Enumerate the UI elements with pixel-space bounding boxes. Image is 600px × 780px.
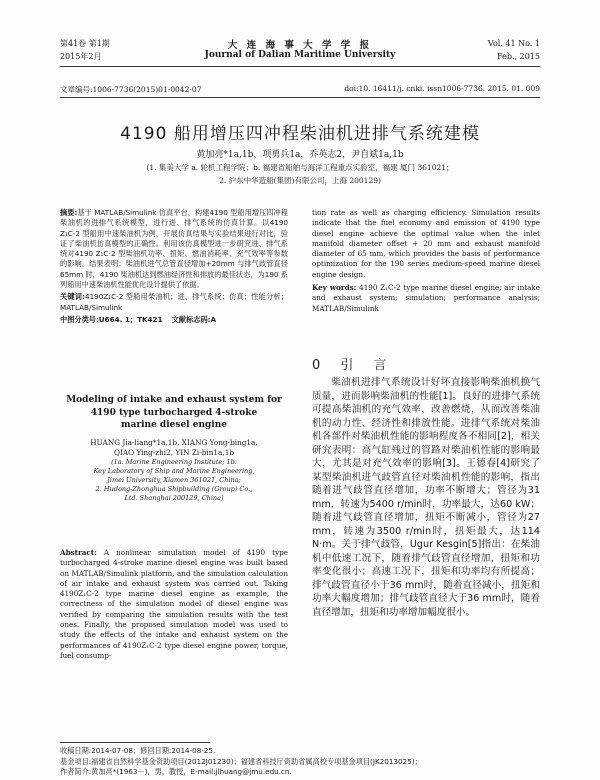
article-number: 文章编号:1006-7736(2015)01-0042-07 xyxy=(60,85,202,94)
received-date: 收稿日期:2014-07-08；修回日期:2014-08-25. xyxy=(60,746,216,755)
introduction-body xyxy=(312,376,540,619)
author-bio: 作者简介:黄加亮*(1963－)，男，教授，E-mail:jlhuang@jmu.edu.cn. xyxy=(60,767,292,776)
date-en: Feb., 2015 xyxy=(497,52,540,61)
english-title-line-2: 4190 type turbocharged 4-stroke xyxy=(90,407,258,418)
abstract-cn xyxy=(60,208,288,325)
english-affiliation-line-4: 2. Hudong-Zhonghua Shipbuilding (Group) Co., xyxy=(95,485,253,494)
abstract-en xyxy=(60,548,288,661)
footnote xyxy=(60,746,540,778)
introduction-paragraph: 柴油机进排气系统设计好坏直接影响柴油机换气质量，进而影响柴油机的性能[1]。良好的进排气系统可提高柴油机的充气效率，改善燃烧，从而改善柴油机的动力性、经济性和排放性能。进排气系统对柴油机各部件对柴油机性能的影响程度各不相同[2]，相关研究表明：高气缸残过的管路对柴油机性能的影响最大，尤其是对充气效率的影响[3]。王德春[4]研究了某型柴油机进气歧管直径对柴油机性能的影响，指出随着进气歧管直径增加，功率不断增大；管径为31 mm，转速为5400 r/min时，功率最大，达60 kW；随着进气歧管直径增加，扭矩不断减小，管径为27 mm，转速为3500 r/min时，扭矩最大，达114 N·m。关于排气歧管，Ugur Kesgin[5]指出：在柴油机中低速工况下，随着排气歧管直径增加，扭矩和功率变化很小；高速工况下，扭矩和功率均有所提高；排气歧管直径小于36 mm时，随着直径减小，扭矩和功率大幅度增加；排气歧管直径大于36 mm时，随着直径增加，扭矩和功率增加幅度很小。 xyxy=(312,377,540,618)
abstract-en-continued xyxy=(312,208,540,314)
affiliation-line-2: 2. 沪东中华造船(集团)有限公司，上海 200129) xyxy=(219,176,381,185)
introduction-heading: 0 引 言 xyxy=(312,358,395,373)
english-affiliation-line-5: Ltd. Shanghai 200129, China) xyxy=(124,494,224,503)
fund-info: 基金项目:福建省自然科学基金资助项目(2012J01230)；福建省科技厅资助省属高校专项基金项目(JK2013025)； xyxy=(60,756,422,766)
footnote-rule xyxy=(60,742,210,743)
keywords-cn-text: 4190Z₁C-2 型船用柴油机；进、排气系统；仿真；性能分析；MATLAB/Simulink xyxy=(60,292,289,312)
date-cn: 2015年2月 xyxy=(60,52,102,61)
keywords-en-text: 4190 Z₁C-2 type marine diesel engine; air intake and exhaust system; simulation; performance analysis; MATLAB/Simulink xyxy=(312,283,540,313)
english-title-line-1: Modeling of intake and exhaust system for xyxy=(66,395,282,405)
english-authors-line-2: QIAO Ying-zhi2, YIN Zi-bin1a,1b xyxy=(113,447,235,457)
journal-title-cn: 大 连 海 事 大 学 学 报 xyxy=(227,40,373,51)
abstract-en-text: A nonlinear simulation model of 4190 type turbocharged 4-stroke marine diesel engine was built based on MATLAB/Simulink platform, and the simulation calculation of air intake and exhaust system was carried out. Taking 4190Z₁C-2 type marine diesel engine as example, the correctness of the simulation model of diesel engine was verified by comparing the simulation results with the test ones. Finally, the proposed simulation model was used to study the effects of the intake and exhaust system on the performances of 4190Z₁C-2 type diesel engine power, torque, fuel consump- xyxy=(60,548,288,660)
doi: doi:10. 16411/j. cnki. issn1006-7736. 2015. 01. 009 xyxy=(344,84,540,93)
affiliation-line-1: (1. 集美大学 a. 轮机工程学院；b. 福建省船舶与海洋工程重点实验室，福建 厦门 361021； xyxy=(146,163,454,172)
english-affiliation-line-3: Jimei University, Xiamen 361021, China; xyxy=(107,475,241,484)
english-affiliation-line-2: Key Laboratory of Ship and Marine Engineering, xyxy=(93,466,255,475)
document-code: 文献标志码:A xyxy=(171,314,217,324)
english-title-line-3: marine diesel engine xyxy=(121,420,227,430)
paper-title: 4190 船用增压四冲程柴油机进排气系统建模 xyxy=(120,124,480,144)
keywords-en-label: Key words: xyxy=(312,283,357,293)
authors-cn: 黄加亮*1a,1b，项勇兵1a，乔英志2，尹自斌1a,1b xyxy=(196,150,404,160)
volume-issue-en: Vol. 41 No. 1 xyxy=(487,39,540,48)
english-authors-line-1: HUANG Jia-liang*1a,1b, XIANG Yong-bing1a, xyxy=(90,437,258,447)
abstract-cn-label: 摘要: xyxy=(60,208,78,217)
journal-title-en: Journal of Dalian Maritime University xyxy=(204,50,396,60)
english-header-block xyxy=(60,394,288,504)
abstract-en-label: Abstract: xyxy=(60,548,97,557)
volume-issue-cn: 第41卷 第1期 xyxy=(60,39,110,48)
abstract-cn-text: 基于 MATLAB/Simulink 仿真平台，构建4190 型船用增压四冲程柴油机的进排气系统模型，进行进、排气系统的仿真计算。以4190 Z₁C-2 型船用中速柴油机为例，开展仿真结果与实验结果进行对比，验证了柴油机仿真模型的正确性。利用该仿真模型进一步研究进、排气系统对4190 Z₁C-2 型柴油机功率、扭矩、燃油消耗率、充气效率等参数的影响。结果表明：柴油机进气总管直径增加+20mm 与排气歧管直径65mm 时，4190 柴油机达到燃油经济性和排放的最佳状态，为190 系列船用中速柴油机性能优化设计提供了依据。 xyxy=(60,208,288,290)
meta-rule xyxy=(60,97,540,98)
keywords-cn-label: 关键词: xyxy=(60,292,86,302)
abstract-en-continued-text: tion rate as well as charging efficiency. Simulation results indicate that the fuel economy and emission of 4190 type diesel engine achieve the optimal value when the inlet manifold diameter offset + 20 mm and exhaust manifold diameter of 65 mm, which provides the basis of performance optimization for the 190 series medium-speed marine diesel engine design. xyxy=(312,208,540,279)
header-rule xyxy=(60,66,540,67)
clc-number: 中图分类号:U664. 1；TK421 xyxy=(60,314,163,324)
english-affiliation-line-1: (1a. Marine Engineering Institute; 1b. xyxy=(111,457,237,466)
